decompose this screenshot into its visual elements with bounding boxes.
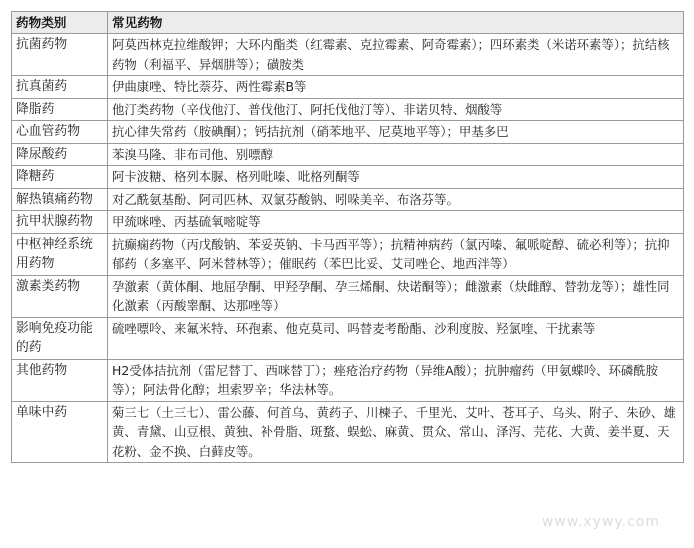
row-category: 影响免疫功能的药 — [12, 317, 108, 359]
row-drugs: 菊三七（土三七）、雷公藤、何首乌、黄药子、川楝子、千里光、艾叶、苍耳子、乌头、附子、朱砂、雄黄、青黛、山豆根、黄独、补骨脂、斑蝥、蜈蚣、麻黄、贯众、常山、泽泻、芫花、大黄、姜半夏、天花粉、金不换、白藓皮等。 — [108, 401, 684, 463]
table-row — [12, 359, 684, 401]
table-header-row — [12, 12, 684, 34]
table-row — [12, 211, 684, 234]
row-drugs: 他汀类药物（辛伐他汀、普伐他汀、阿托伐他汀等）、非诺贝特、烟酸等 — [108, 98, 684, 121]
site-watermark: www.xywy.com — [541, 514, 660, 530]
row-category: 降糖药 — [12, 166, 108, 189]
row-category: 中枢神经系统用药物 — [12, 233, 108, 275]
row-category: 抗菌药物 — [12, 34, 108, 76]
drug-category-table — [11, 11, 684, 463]
row-drugs: 伊曲康唑、特比萘芬、两性霉素B等 — [108, 76, 684, 99]
header-category: 药物类别 — [12, 12, 108, 34]
table-row — [12, 401, 684, 463]
table-row — [12, 166, 684, 189]
table-row — [12, 143, 684, 166]
row-drugs: 阿卡波糖、格列本脲、格列吡嗪、吡格列酮等 — [108, 166, 684, 189]
row-category: 其他药物 — [12, 359, 108, 401]
row-drugs: 硫唑嘌呤、来氟米特、环孢素、他克莫司、吗替麦考酚酯、沙利度胺、羟氯喹、干扰素等 — [108, 317, 684, 359]
row-drugs: 抗癫痫药物（丙戊酸钠、苯妥英钠、卡马西平等）；抗精神病药（氯丙嗪、氟哌啶醇、硫必利等）；抗抑郁药（多塞平、阿米替林等）；催眠药（苯巴比妥、艾司唑仑、地西泮等） — [108, 233, 684, 275]
row-category: 抗甲状腺药物 — [12, 211, 108, 234]
row-category: 解热镇痛药物 — [12, 188, 108, 211]
row-drugs: 阿莫西林克拉维酸钾；大环内酯类（红霉素、克拉霉素、阿奇霉素）；四环素类（米诺环素等）；抗结核药物（利福平、异烟肼等）；磺胺类 — [108, 34, 684, 76]
row-category: 降尿酸药 — [12, 143, 108, 166]
table-row — [12, 98, 684, 121]
row-category: 心血管药物 — [12, 121, 108, 144]
row-drugs: 苯溴马隆、非布司他、别嘌醇 — [108, 143, 684, 166]
row-category: 单味中药 — [12, 401, 108, 463]
table-row — [12, 233, 684, 275]
row-drugs: 甲巯咪唑、丙基硫氧嘧啶等 — [108, 211, 684, 234]
row-category: 抗真菌药 — [12, 76, 108, 99]
row-drugs: 孕激素（黄体酮、地屈孕酮、甲羟孕酮、孕三烯酮、炔诺酮等）；雌激素（炔雌醇、替勃龙等）；雄性同化激素（丙酸睾酮、达那唑等） — [108, 275, 684, 317]
table-row — [12, 76, 684, 99]
header-drugs: 常见药物 — [108, 12, 684, 34]
row-category: 降脂药 — [12, 98, 108, 121]
table-row — [12, 317, 684, 359]
table-row — [12, 34, 684, 76]
table-row — [12, 188, 684, 211]
table-row — [12, 121, 684, 144]
row-category: 激素类药物 — [12, 275, 108, 317]
row-drugs: 对乙酰氨基酚、阿司匹林、双氯芬酸钠、吲哚美辛、布洛芬等。 — [108, 188, 684, 211]
drug-table-container — [11, 11, 683, 463]
row-drugs: H2受体拮抗剂（雷尼替丁、西咪替丁）；痤疮治疗药物（异维A酸）；抗肿瘤药（甲氨蝶呤、环磷酰胺等）；阿法骨化醇；坦索罗辛；华法林等。 — [108, 359, 684, 401]
table-row — [12, 275, 684, 317]
row-drugs: 抗心律失常药（胺碘酮）；钙拮抗剂（硝苯地平、尼莫地平等）；甲基多巴 — [108, 121, 684, 144]
